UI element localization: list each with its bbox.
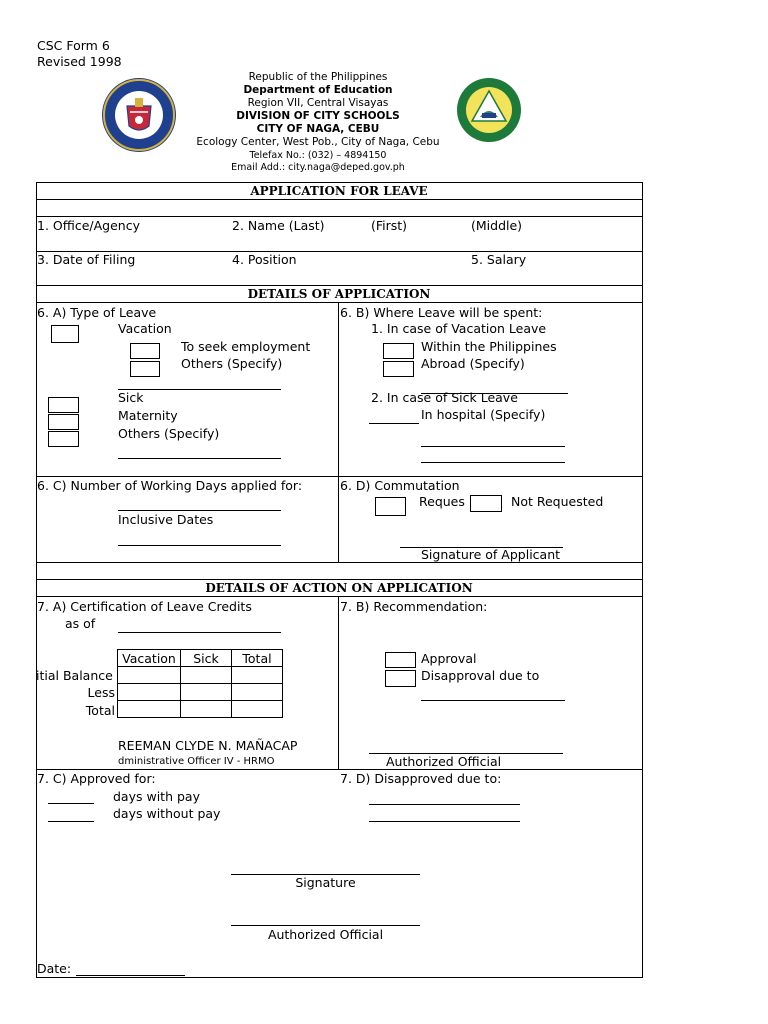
row-label-total: Total <box>85 703 115 718</box>
date-filing-label: 3. Date of Filing <box>37 252 136 267</box>
deped-seal-logo <box>102 78 176 152</box>
table-cell[interactable] <box>118 667 181 684</box>
case-sick-label: 2. In case of Sick Leave <box>371 390 518 405</box>
officer-name: REEMAN CLYDE N. MAÑACAP <box>118 738 298 753</box>
column-header: Sick <box>181 650 232 667</box>
form-revision: Revised 1998 <box>37 54 122 69</box>
hospital-checkbox-line[interactable] <box>369 423 419 424</box>
sick-label: Sick <box>118 390 144 405</box>
column-header: Total <box>232 650 283 667</box>
disapproval-label: Disapproval due to <box>421 668 540 683</box>
form-title: APPLICATION FOR LEAVE <box>250 184 428 198</box>
recommendation-heading: 7. B) Recommendation: <box>340 599 488 614</box>
disapproval-checkbox[interactable] <box>385 670 416 687</box>
maternity-label: Maternity <box>118 408 178 423</box>
hospital-label: In hospital (Specify) <box>421 407 546 422</box>
hospital-line-1[interactable] <box>421 446 565 447</box>
abroad-label: Abroad (Specify) <box>421 356 525 371</box>
maternity-checkbox[interactable] <box>48 414 79 430</box>
header-republic: Republic of the Philippines <box>248 71 388 83</box>
final-authorized-label: Authorized Official <box>267 927 384 942</box>
disapproved-line-2[interactable] <box>369 821 520 822</box>
within-ph-label: Within the Philippines <box>421 339 557 354</box>
table-cell[interactable] <box>232 667 283 684</box>
within-ph-checkbox[interactable] <box>383 343 414 359</box>
approval-checkbox[interactable] <box>385 652 416 668</box>
salary-label: 5. Salary <box>471 252 527 267</box>
header-division: DIVISION OF CITY SCHOOLS <box>236 110 400 122</box>
header-telefax: Telefax No.: (032) – 4894150 <box>249 150 387 161</box>
abroad-checkbox[interactable] <box>383 361 414 377</box>
header-region: Region VII, Central Visayas <box>247 97 389 109</box>
requested-checkbox[interactable] <box>375 497 406 516</box>
where-spent-heading: 6. B) Where Leave will be spent: <box>340 305 543 320</box>
working-days-line[interactable] <box>118 510 281 511</box>
disapproved-line-1[interactable] <box>369 804 520 805</box>
table-cell[interactable] <box>118 684 181 701</box>
recommend-authorized-label: Authorized Official <box>386 754 502 769</box>
leave-others-label: Others (Specify) <box>118 426 220 441</box>
type-of-leave-heading: 6. A) Type of Leave <box>37 305 157 320</box>
position-label: 4. Position <box>232 252 297 267</box>
commutation-heading: 6. D) Commutation <box>340 478 460 493</box>
leave-others-checkbox[interactable] <box>48 431 79 447</box>
details-action-title: DETAILS OF ACTION ON APPLICATION <box>205 581 473 595</box>
table-cell[interactable] <box>181 684 232 701</box>
as-of-line[interactable] <box>118 632 281 633</box>
row-label-initial-balance: itial Balance <box>36 668 113 683</box>
name-last-label: 2. Name (Last) <box>232 218 325 233</box>
case-vacation-label: 1. In case of Vacation Leave <box>371 321 547 336</box>
form-code: CSC Form 6 <box>37 38 110 53</box>
column-header: Vacation <box>118 650 181 667</box>
approved-for-heading: 7. C) Approved for: <box>37 771 156 786</box>
table-cell[interactable] <box>181 667 232 684</box>
final-signature-label: Signature <box>295 875 356 890</box>
table-cell[interactable] <box>181 701 232 718</box>
working-days-heading: 6. C) Number of Working Days applied for: <box>37 478 303 493</box>
officer-title: dministrative Officer IV - HRMO <box>118 756 275 767</box>
inclusive-dates-label: Inclusive Dates <box>118 512 214 527</box>
as-of-label: as of <box>65 616 96 631</box>
sick-checkbox[interactable] <box>48 397 79 413</box>
leave-others-line[interactable] <box>118 458 281 459</box>
vacation-label: Vacation <box>118 321 172 336</box>
certification-heading: 7. A) Certification of Leave Credits <box>37 599 252 614</box>
header-email: Email Add.: city.naga@deped.gov.ph <box>231 162 405 173</box>
date-label: Date: <box>37 961 72 976</box>
header-address: Ecology Center, West Pob., City of Naga, Cebu <box>196 136 440 148</box>
days-without-pay-label: days without pay <box>113 806 221 821</box>
row-label-less: Less <box>87 685 115 700</box>
vacation-checkbox[interactable] <box>51 325 79 343</box>
vacation-others-label: Others (Specify) <box>181 356 283 371</box>
name-middle-label: (Middle) <box>471 218 523 233</box>
table-cell[interactable] <box>118 701 181 718</box>
office-agency-label: 1. Office/Agency <box>37 218 140 233</box>
applicant-signature-label: Signature of Applicant <box>421 547 561 562</box>
details-application-title: DETAILS OF APPLICATION <box>247 287 431 301</box>
inclusive-dates-line[interactable] <box>118 545 281 546</box>
header-city: CITY OF NAGA, CEBU <box>256 123 380 135</box>
days-with-pay-label: days with pay <box>113 789 200 804</box>
seek-employment-checkbox[interactable] <box>130 343 160 359</box>
days-with-pay-line[interactable] <box>48 803 94 804</box>
vacation-others-checkbox[interactable] <box>130 361 160 377</box>
name-first-label: (First) <box>371 218 408 233</box>
requested-label: Reques <box>419 494 465 509</box>
not-requested-label: Not Requested <box>511 494 604 509</box>
date-line[interactable] <box>76 975 185 976</box>
approval-label: Approval <box>421 651 477 666</box>
days-without-pay-line[interactable] <box>48 821 94 822</box>
table-cell[interactable] <box>232 684 283 701</box>
seek-employment-label: To seek employment <box>181 339 311 354</box>
leave-credits-table <box>117 649 283 718</box>
final-authorized-line[interactable] <box>231 925 420 926</box>
disapproval-line[interactable] <box>421 700 565 701</box>
division-seal-logo <box>456 77 522 143</box>
disapproved-heading: 7. D) Disapproved due to: <box>340 771 502 786</box>
header-department: Department of Education <box>243 84 393 96</box>
not-requested-checkbox[interactable] <box>470 495 502 512</box>
table-cell[interactable] <box>232 701 283 718</box>
hospital-line-2[interactable] <box>421 462 565 463</box>
